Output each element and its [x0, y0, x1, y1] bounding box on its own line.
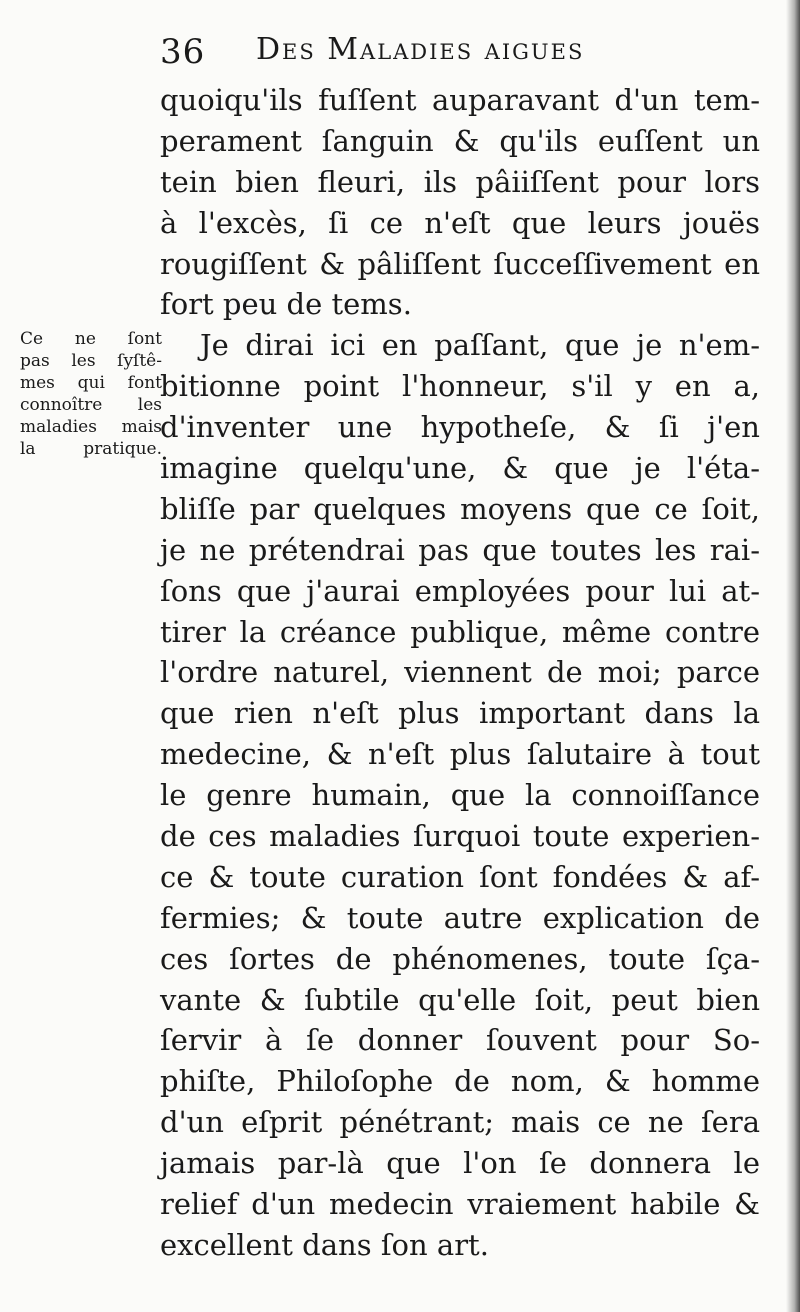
text-line: excellent dans ſon art. — [160, 1227, 489, 1262]
text-line: d'inventer une hypotheſe, & ſi j'en — [160, 410, 760, 445]
text-line: que rien n'eſt plus important dans la — [160, 696, 760, 731]
text-line: imagine quelqu'une, & que je l'éta- — [160, 451, 760, 486]
margin-note-line: connoître les — [20, 395, 162, 415]
text-line: ce & toute curation ſont fondées & af- — [160, 859, 760, 894]
text-line: perament ſanguin & qu'ils euſſent un — [160, 123, 760, 158]
text-line: ſons que j'aurai employées pour lui at- — [160, 573, 760, 608]
text-line: bitionne point l'honneur, s'il y en a, — [160, 369, 760, 404]
text-line: bliſſe par quelques moyens que ce ſoit, — [160, 491, 760, 526]
text-line: jamais par-là que l'on ſe donnera le — [160, 1146, 760, 1181]
running-title: Des Maladies aigues — [256, 32, 585, 67]
text-line: l'ordre naturel, viennent de moi; parce — [160, 655, 760, 690]
text-line: le genre humain, que la connoiſſance — [160, 778, 760, 813]
text-line: ſervir à ſe donner ſouvent pour So- — [160, 1023, 760, 1058]
text-line: de ces maladies ſurquoi toute experien- — [160, 819, 760, 854]
text-line: d'un eſprit pénétrant; mais ce ne ſera — [160, 1105, 760, 1140]
margin-note-line: mes qui font — [20, 373, 162, 393]
text-line: Je dirai ici en paſſant, que je n'em- — [200, 328, 760, 363]
text-line: vante & ſubtile qu'elle ſoit, peut bien — [160, 982, 760, 1017]
page-number: 36 — [160, 32, 206, 72]
text-line: medecine, & n'eſt plus ſalutaire à tout — [160, 737, 760, 772]
text-line: rougiſſent & pâliſſent ſucceſſivement en — [160, 246, 760, 281]
text-line: tein bien fleuri, ils pâiiſſent pour lors — [160, 164, 760, 199]
text-line: fort peu de tems. — [160, 287, 412, 322]
text-line: ces ſortes de phénomenes, toute ſça- — [160, 941, 760, 976]
body-text — [160, 80, 760, 1266]
margin-note-line: la pratique. — [20, 439, 162, 459]
text-line: phiſte, Philoſophe de nom, & homme — [160, 1064, 760, 1099]
margin-note-line: pas les ſyſtê- — [20, 351, 162, 371]
text-line: quoiqu'ils fuſſent auparavant d'un tem- — [160, 83, 760, 117]
text-line: fermies; & toute autre explication de — [160, 900, 760, 935]
page-header — [160, 30, 770, 76]
text-line: je ne prétendrai pas que toutes les rai- — [160, 532, 760, 567]
page-edge-shadow — [786, 0, 800, 1312]
text-line: à l'excès, ſi ce n'eſt que leurs jouës — [160, 205, 760, 240]
text-line: tirer la créance publique, même contre — [160, 614, 760, 649]
margin-note-line: Ce ne ſont — [20, 329, 162, 349]
text-line: relief d'un medecin vraiement habile & — [160, 1187, 760, 1222]
margin-note — [20, 328, 162, 460]
margin-note-line: maladies mais — [20, 417, 162, 437]
